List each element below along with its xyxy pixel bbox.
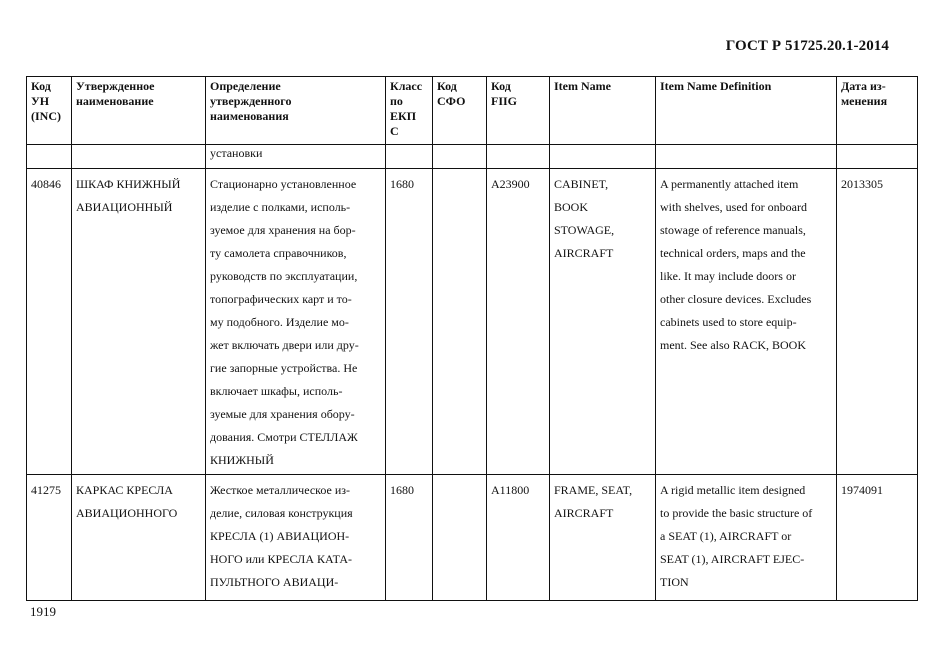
header-sfo-code: Код СФО bbox=[433, 77, 487, 145]
cell-fiig: A23900 bbox=[487, 169, 550, 475]
cell-date: 1974091 bbox=[837, 475, 918, 601]
cell-sfo bbox=[433, 145, 487, 169]
cell-date bbox=[837, 145, 918, 169]
cell-inc: 40846 bbox=[27, 169, 72, 475]
table-row bbox=[27, 475, 918, 601]
document-standard-code: ГОСТ Р 51725.20.1-2014 bbox=[725, 38, 889, 54]
cell-name-ru: КАРКАС КРЕСЛА АВИАЦИОННОГО bbox=[72, 475, 206, 601]
cell-sfo bbox=[433, 169, 487, 475]
cell-sfo bbox=[433, 475, 487, 601]
cell-item-definition: A permanently attached item with shelves, used for onboard stowage of reference manuals, technical orders, maps and the like. It may include doors or other closure devices. Excludes cabinets used to store equip- ment. See also RACK, BOOK bbox=[656, 169, 837, 475]
page-number: 1919 bbox=[30, 604, 56, 619]
cell-ekps-class: 1680 bbox=[386, 169, 433, 475]
header-inc: Код УН (INC) bbox=[27, 77, 72, 145]
cell-ekps-class: 1680 bbox=[386, 475, 433, 601]
table-header-row bbox=[27, 77, 918, 145]
cell-item-definition bbox=[656, 145, 837, 169]
cell-item-name: CABINET, BOOK STOWAGE, AIRCRAFT bbox=[550, 169, 656, 475]
header-ekps-class: Класс по ЕКП С bbox=[386, 77, 433, 145]
table-row bbox=[27, 169, 918, 475]
cell-fiig: A11800 bbox=[487, 475, 550, 601]
table-row-continuation bbox=[27, 145, 918, 169]
cell-name-ru bbox=[72, 145, 206, 169]
cell-ekps-class bbox=[386, 145, 433, 169]
cell-item-name: FRAME, SEAT, AIRCRAFT bbox=[550, 475, 656, 601]
header-change-date: Дата из- менения bbox=[837, 77, 918, 145]
cell-item-definition: A rigid metallic item designed to provide the basic structure of a SEAT (1), AIRCRAFT or SEAT (1), AIRCRAFT EJEC- TION bbox=[656, 475, 837, 601]
cell-name-ru: ШКАФ КНИЖНЫЙ АВИАЦИОННЫЙ bbox=[72, 169, 206, 475]
header-item-name-definition: Item Name Definition bbox=[656, 77, 837, 145]
header-approved-name: Утвержденное наименование bbox=[72, 77, 206, 145]
cell-inc: 41275 bbox=[27, 475, 72, 601]
cell-fiig bbox=[487, 145, 550, 169]
cell-date: 2013305 bbox=[837, 169, 918, 475]
cell-definition-ru: Жесткое металлическое из- делие, силовая конструкция КРЕСЛА (1) АВИАЦИОН- НОГО или КРЕСЛА КАТА- ПУЛЬТНОГО АВИАЦИ- bbox=[206, 475, 386, 601]
header-fiig-code: Код FIIG bbox=[487, 77, 550, 145]
cell-inc bbox=[27, 145, 72, 169]
cell-definition-ru: установки bbox=[206, 145, 386, 169]
header-approved-definition: Определение утвержденного наименования bbox=[206, 77, 386, 145]
cell-definition-ru: Стационарно установленное изделие с полками, исполь- зуемое для хранения на бор- ту самолета справочников, руководств по эксплуатации, топографических карт и то- му подобного. Изделие мо- жет включать двери или дру- гие запорные устройства. Не включает шкафы, исполь- зуемые для хранения обору- дования. Смотри СТЕЛЛАЖ КНИЖНЫЙ bbox=[206, 169, 386, 475]
cell-item-name bbox=[550, 145, 656, 169]
nomenclature-table bbox=[26, 76, 918, 601]
header-item-name: Item Name bbox=[550, 77, 656, 145]
